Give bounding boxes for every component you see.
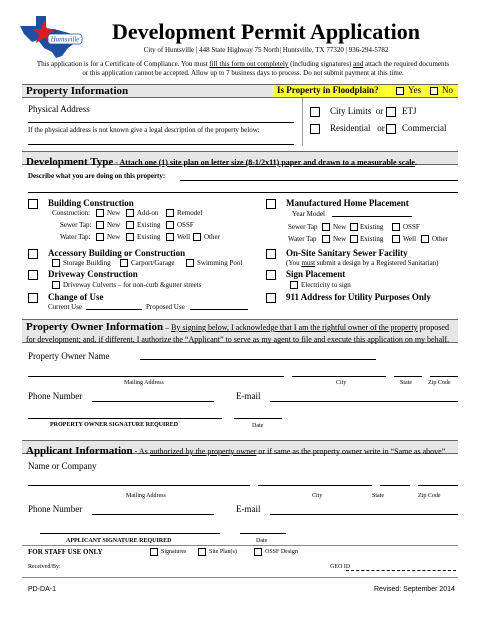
onsite-checkbox[interactable] <box>266 249 276 259</box>
sewer-new-label: New <box>107 221 121 229</box>
sewer-tap-label: Sewer Tap: <box>60 221 92 229</box>
construction-remodel-checkbox[interactable] <box>166 209 174 217</box>
sewer-existing-label: Existing <box>137 221 161 229</box>
commercial-checkbox[interactable] <box>386 124 396 134</box>
applicant-signature-label: APPLICANT SIGNATURE REQUIRED <box>66 538 172 544</box>
devtype-section-header: Development Type - Attach one (1) site plan on letter size (8-1/2x11) paper and drawn to a measurable scale. <box>22 151 458 165</box>
owner-phone-field[interactable] <box>92 401 214 402</box>
received-by-label: Received/By: <box>28 564 61 570</box>
culverts-label: Driveway Culverts – for non-curb &gutter streets <box>63 281 202 289</box>
year-model-field[interactable] <box>332 209 412 217</box>
geo-id-field[interactable] <box>346 570 456 571</box>
building-checkbox[interactable] <box>28 199 38 209</box>
mh-water-new-label: New <box>333 235 347 243</box>
staff-heading: FOR STAFF USE ONLY <box>28 548 103 556</box>
owner-email-field[interactable] <box>270 401 458 402</box>
manufactured-checkbox[interactable] <box>266 199 276 209</box>
culverts-checkbox[interactable] <box>52 281 60 289</box>
owner-email-label: E-mail <box>236 391 261 401</box>
intro-text-1: This application is for a Certificate of Compliance. You must fill this form out completely (including signatures) and attach the required documents <box>36 60 450 68</box>
owner-mailing-field[interactable] <box>28 376 284 377</box>
floodplain-no-label: No <box>442 85 453 95</box>
pool-label: Swimming Pool <box>197 259 243 267</box>
mh-water-well-label: Well <box>403 235 417 243</box>
pool-checkbox[interactable] <box>186 259 194 267</box>
floodplain-yes-checkbox[interactable] <box>396 87 404 95</box>
devtype-heading: Development Type <box>26 156 114 168</box>
manufactured-label: Manufactured Home Placement <box>286 198 409 208</box>
storage-checkbox[interactable] <box>52 259 60 267</box>
address911-label: 911 Address for Utility Purposes Only <box>286 292 431 302</box>
owner-date-label: Date <box>252 423 264 429</box>
commercial-label: Commercial <box>402 123 447 133</box>
change-use-label: Change of Use <box>48 292 104 302</box>
owner-signature-label: PROPERTY OWNER SIGNATURE REQUIRED <box>50 422 178 428</box>
water-existing-checkbox[interactable] <box>126 233 134 241</box>
mh-sewer-ossf-label: OSSF <box>403 223 420 231</box>
legal-description-field[interactable] <box>28 144 294 145</box>
construction-label: Construction: <box>52 209 91 217</box>
page-title: Development Permit Application <box>112 19 420 44</box>
applicant-city-field[interactable] <box>258 485 372 486</box>
mh-water-well-checkbox[interactable] <box>392 235 400 243</box>
applicant-state-label: State <box>372 493 384 499</box>
current-use-field[interactable] <box>86 302 142 310</box>
mh-water-other-label: Other <box>432 235 448 243</box>
owner-section-header: Property Owner Information – By signing below, I acknowledge that I am the rightful owner of the property proposed for development; and, if different, I authorize the “Applicant” to serve as my agent to file and execute this application on my behalf. <box>22 319 458 343</box>
city-logo <box>14 12 84 60</box>
accessory-checkbox[interactable] <box>28 249 38 259</box>
applicant-signature-field[interactable] <box>40 533 220 534</box>
residential-label: Residential or <box>330 123 385 133</box>
year-model-label: Year Model <box>292 210 325 218</box>
property-heading: Property Information <box>26 85 129 97</box>
mh-water-existing-checkbox[interactable] <box>350 235 358 243</box>
sewer-new-checkbox[interactable] <box>96 221 104 229</box>
proposed-use-label: Proposed Use <box>146 303 185 311</box>
staff-signatures-label: Signatures <box>161 549 187 555</box>
owner-name-field[interactable] <box>140 359 376 360</box>
construction-new-checkbox[interactable] <box>96 209 104 217</box>
applicant-state-field[interactable] <box>380 485 410 486</box>
mh-water-tap-label: Water Tap <box>288 235 317 243</box>
revised-date: Revised: September 2014 <box>374 586 455 593</box>
current-use-label: Current Use <box>48 303 83 311</box>
applicant-date-field[interactable] <box>240 533 286 534</box>
onsite-label: On-Site Sanitary Sewer Facility <box>286 248 408 258</box>
electricity-checkbox[interactable] <box>290 281 298 289</box>
staff-divider <box>22 545 458 546</box>
construction-addon-checkbox[interactable] <box>126 209 134 217</box>
carport-checkbox[interactable] <box>120 259 128 267</box>
applicant-email-field[interactable] <box>270 514 458 515</box>
owner-zip-field[interactable] <box>430 376 458 377</box>
city-limits-checkbox[interactable] <box>310 107 320 117</box>
mh-water-other-checkbox[interactable] <box>421 235 429 243</box>
etj-label: ETJ <box>402 106 417 116</box>
applicant-date-label: Date <box>256 538 268 544</box>
staff-site-plans-label: Site Plan(s) <box>209 549 237 555</box>
mh-sewer-existing-label: Existing <box>360 223 384 231</box>
applicant-phone-field[interactable] <box>92 514 214 515</box>
applicant-section-header: Applicant Information - As authorized by the property owner or if same as the property owner write in “Same as above” <box>22 440 458 454</box>
owner-city-field[interactable] <box>292 376 386 377</box>
water-well-checkbox[interactable] <box>166 233 174 241</box>
mh-water-new-checkbox[interactable] <box>322 235 330 243</box>
describe-label: Describe what you are doing on this property: <box>28 172 166 180</box>
applicant-email-label: E-mail <box>236 504 261 514</box>
staff-signatures-checkbox[interactable] <box>150 548 158 556</box>
carport-label: Carport/Garage <box>131 259 175 267</box>
describe-field-2[interactable] <box>28 192 458 193</box>
mh-sewer-tap-label: Sewer Tap <box>288 223 318 231</box>
mh-sewer-existing-checkbox[interactable] <box>350 223 358 231</box>
staff-ossf-label: OSSF Design <box>265 549 298 555</box>
water-tap-label: Water Tap: <box>60 233 91 241</box>
owner-signature-field[interactable] <box>28 418 222 419</box>
sign-checkbox[interactable] <box>266 270 276 280</box>
city-address: City of Huntsville | 448 State Highway 75 North| Huntsville, TX 77320 | 936-294-5782 <box>143 46 389 54</box>
owner-heading: Property Owner Information <box>26 321 164 333</box>
floodplain-question: Is Property in Floodplain? <box>277 85 379 95</box>
applicant-zip-field[interactable] <box>418 485 458 486</box>
water-well-label: Well <box>177 233 191 241</box>
form-id: PD-DA-1 <box>28 586 57 593</box>
owner-phone-label: Phone Number <box>28 391 83 401</box>
residential-checkbox[interactable] <box>310 124 320 134</box>
owner-name-label: Property Owner Name <box>28 351 110 361</box>
physical-address-field[interactable] <box>28 122 294 123</box>
water-new-checkbox[interactable] <box>96 233 104 241</box>
legal-description-note: If the physical address is not known give a legal description of the property below: <box>28 126 260 134</box>
mh-sewer-new-checkbox[interactable] <box>322 223 330 231</box>
applicant-zip-label: Zip Code <box>418 493 441 499</box>
accessory-label: Accessory Building or Construction <box>48 248 186 258</box>
driveway-label: Driveway Construction <box>48 269 138 279</box>
divider <box>302 98 303 146</box>
texas-star-logo <box>14 12 84 60</box>
site-plan-note: Attach one (1) site plan on letter size (8-1/2x11) paper and drawn to a measurable scale <box>119 158 415 167</box>
owner-state-field[interactable] <box>394 376 422 377</box>
construction-remodel-label: Remodel <box>177 209 203 217</box>
staff-site-plans-checkbox[interactable] <box>198 548 206 556</box>
water-new-label: New <box>107 233 121 241</box>
applicant-name-label: Name or Company <box>28 461 97 471</box>
sign-label: Sign Placement <box>286 269 346 279</box>
intro-text-2: or this application cannot be accepted. Allow up to 7 business days to process. Do not submit payment at this time. <box>82 69 404 77</box>
floodplain-yes-label: Yes <box>408 85 422 95</box>
sewer-existing-checkbox[interactable] <box>126 221 134 229</box>
driveway-checkbox[interactable] <box>28 270 38 280</box>
footer-divider <box>22 577 458 578</box>
applicant-city-label: City <box>312 493 323 499</box>
city-limits-label: City Limits or <box>330 106 384 116</box>
water-other-label: Other <box>204 233 220 241</box>
describe-field[interactable] <box>180 180 458 181</box>
construction-addon-label: Add-on <box>137 209 159 217</box>
sewer-ossf-label: OSSF <box>177 221 194 229</box>
owner-zip-label: Zip Code <box>428 380 451 386</box>
storage-label: Storage Building <box>63 259 111 267</box>
mh-sewer-ossf-checkbox[interactable] <box>392 223 400 231</box>
address911-checkbox[interactable] <box>266 293 276 303</box>
sewer-ossf-checkbox[interactable] <box>166 221 174 229</box>
mh-sewer-new-label: New <box>333 223 347 231</box>
proposed-use-field[interactable] <box>190 302 248 310</box>
floodplain-no-checkbox[interactable] <box>430 87 438 95</box>
building-label: Building Construction <box>48 198 134 208</box>
applicant-phone-label: Phone Number <box>28 504 83 514</box>
electricity-label: Electricity to sign <box>301 281 351 289</box>
water-other-checkbox[interactable] <box>193 233 201 241</box>
owner-city-label: City <box>336 380 347 386</box>
etj-checkbox[interactable] <box>386 107 396 117</box>
applicant-mailing-field[interactable] <box>28 485 250 486</box>
owner-state-label: State <box>400 380 412 386</box>
owner-date-field[interactable] <box>234 418 282 419</box>
logo-text: Huntsville <box>50 35 80 44</box>
construction-new-label: New <box>107 209 121 217</box>
water-existing-label: Existing <box>137 233 161 241</box>
staff-ossf-checkbox[interactable] <box>254 548 262 556</box>
mh-water-existing-label: Existing <box>360 235 384 243</box>
applicant-mailing-label: Mailing Address <box>126 493 166 499</box>
geo-id-label: GEO ID <box>330 564 351 570</box>
change-use-checkbox[interactable] <box>28 293 38 303</box>
applicant-heading: Applicant Information <box>26 445 133 457</box>
onsite-note: (You must submit a design by a Registered Sanitarian) <box>286 259 439 267</box>
floodplain-box <box>274 85 458 97</box>
owner-mailing-label: Mailing Address <box>124 380 164 386</box>
physical-address-label: Physical Address <box>28 104 90 114</box>
